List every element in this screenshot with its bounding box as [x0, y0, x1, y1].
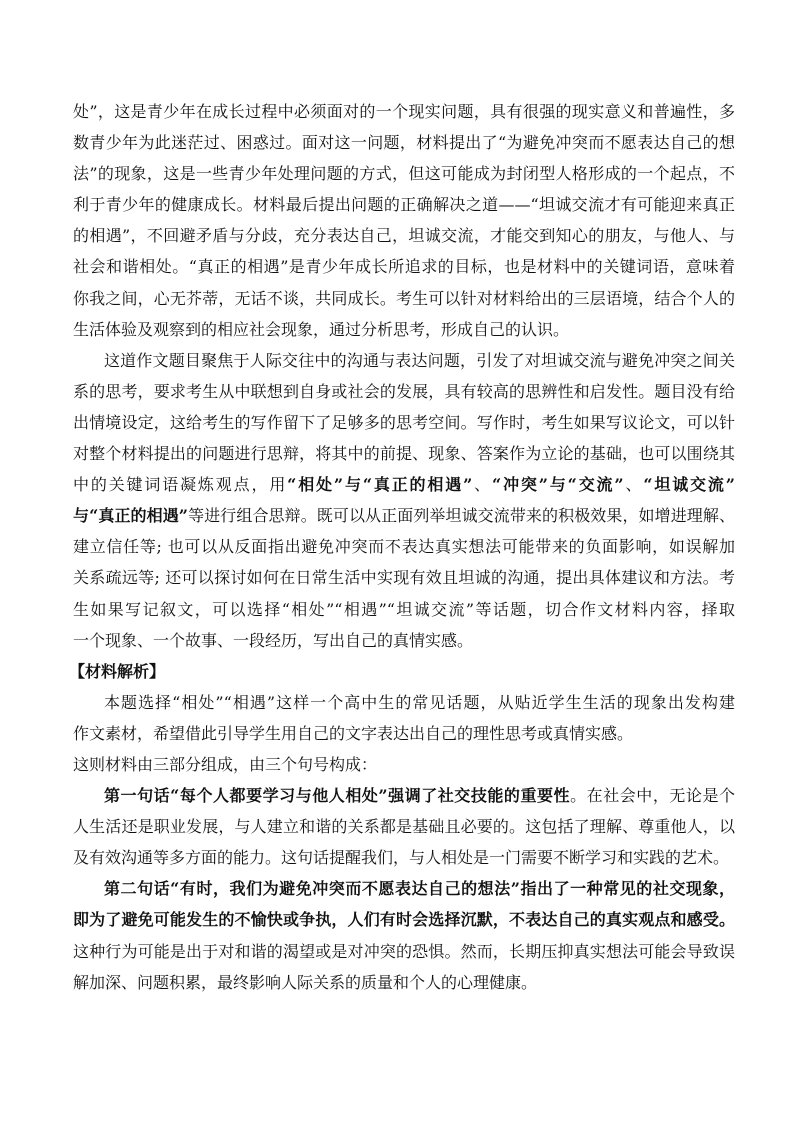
- text-fragment: 中的关键词语凝炼观点，用: [73, 475, 288, 495]
- text-line: 你我之间，心无芥蒂，无话不谈，共同成长。考生可以针对材料给出的三层语境，结合个人的: [73, 288, 735, 308]
- text-line: 解加深、问题积累，最终影响人际关系的质量和个人的心理健康。: [73, 972, 538, 992]
- text-line: 建立信任等; 也可以从反面指出避免冲突而不表达真实想法可能带来的负面影响，如误解加: [73, 537, 735, 557]
- text-line: 出情境设定，这给考生的写作留下了足够多的思考空间。写作时，考生如果写议论文，可以针: [73, 412, 735, 432]
- text-line: [73, 500, 735, 531]
- text-line: 数青少年为此迷茫过、困惑过。面对这一问题，材料提出了“为避免冲突而不愿表达自己的想: [73, 133, 735, 153]
- text-line: 作文素材，希望借此引导学生用自己的文字表达出自己的理性思考或真情实感。: [73, 723, 634, 743]
- text-line: 及有效沟通等多方面的能力。这句话提醒我们，与人相处是一门需要不断学习和实践的艺术。: [73, 848, 730, 868]
- text-line: [73, 780, 735, 811]
- text-line: 社会和谐相处。“真正的相遇”是青少年成长所追求的目标，也是材料中的关键词语，意味着: [73, 257, 735, 277]
- sentence1-bold: 第一句话“每个人都要学习与他人相处”强调了社交技能的重要性: [104, 786, 571, 806]
- text-line: 利于青少年的健康成长。材料最后提出问题的正确解决之道——“坦诚交流才有可能迎来真正: [73, 195, 735, 215]
- text-fragment: 。在社会中，无论是个: [570, 786, 735, 806]
- text-line: 关系疏远等; 还可以探讨如何在日常生活中实现有效且坦诚的沟通，提出具体建议和方法。考: [73, 568, 735, 588]
- section-heading: 【材料解析】: [69, 661, 166, 681]
- text-line: 处”，这是青少年在成长过程中必须面对的一个现实问题，具有很强的现实意义和普遍性，多: [73, 102, 735, 121]
- sentence2-bold-line: 第二句话“有时，我们为避免冲突而不愿表达自己的想法”指出了一种常见的社交现象，: [104, 879, 735, 899]
- keyword-pair-2: “冲突”与“交流”: [492, 475, 624, 495]
- keyword-pair-1: “相处”与“真正的相遇”: [287, 475, 473, 495]
- text-line: 一个现象、一个故事、一段经历，写出自己的真情实感。: [73, 630, 474, 650]
- text-line: 这道作文题目聚焦于人际交往中的沟通与表达问题，引发了对坦诚交流与避免冲突之间关: [104, 350, 735, 370]
- sentence2-bold-line: 即为了避免可能发生的不愉快或争执，人们有时会选择沉默，不表达自己的真实观点和感受。: [73, 910, 735, 930]
- text-line: 对整个材料提出的问题进行思辩，将其中的前提、现象、答案作为立论的基础，也可以围绕其: [73, 444, 735, 464]
- keyword-pair-3a: “坦诚交流”: [643, 475, 735, 495]
- text-fragment: 等进行组合思辩。既可以从正面列举坦诚交流带来的积极效果，如增进理解、: [188, 506, 735, 526]
- text-line: 本题选择“相处”“相遇”这样一个高中生的常见话题，从贴近学生生活的现象出发构建: [104, 692, 735, 712]
- separator: 、: [472, 475, 493, 495]
- text-line: 法”的现象，这是一些青少年处理问题的方式，但这可能成为封闭型人格形成的一个起点，不: [73, 164, 735, 184]
- text-line: 的相遇”，不回避矛盾与分歧，充分表达自己，坦诚交流，才能交到知心的朋友，与他人、与: [73, 226, 735, 246]
- text-line: [73, 469, 735, 500]
- text-line: 生如果写记叙文，可以选择“相处”“相遇”“坦诚交流”等话题，切合作文材料内容，择取: [73, 599, 735, 619]
- document-body: [69, 96, 735, 998]
- text-line: 生活体验及观察到的相应社会现象，通过分析思考，形成自己的认识。: [73, 319, 570, 339]
- keyword-pair-3b: 与“真正的相遇”: [73, 506, 189, 526]
- text-line: 这则材料由三部分组成，由三个句号构成：: [73, 754, 378, 774]
- text-line: 这种行为可能是出于对和谐的渴望或是对冲突的恐惧。然而，长期压抑真实想法可能会导致误: [73, 941, 735, 961]
- separator: 、: [623, 475, 644, 495]
- text-line: 人生活还是职业发展，与人建立和谐的关系都是基础且必要的。这包括了理解、尊重他人，以: [73, 817, 735, 837]
- text-line: 系的思考，要求考生从中联想到自身或社会的发展，具有较高的思辨性和启发性。题目没有给: [73, 381, 735, 401]
